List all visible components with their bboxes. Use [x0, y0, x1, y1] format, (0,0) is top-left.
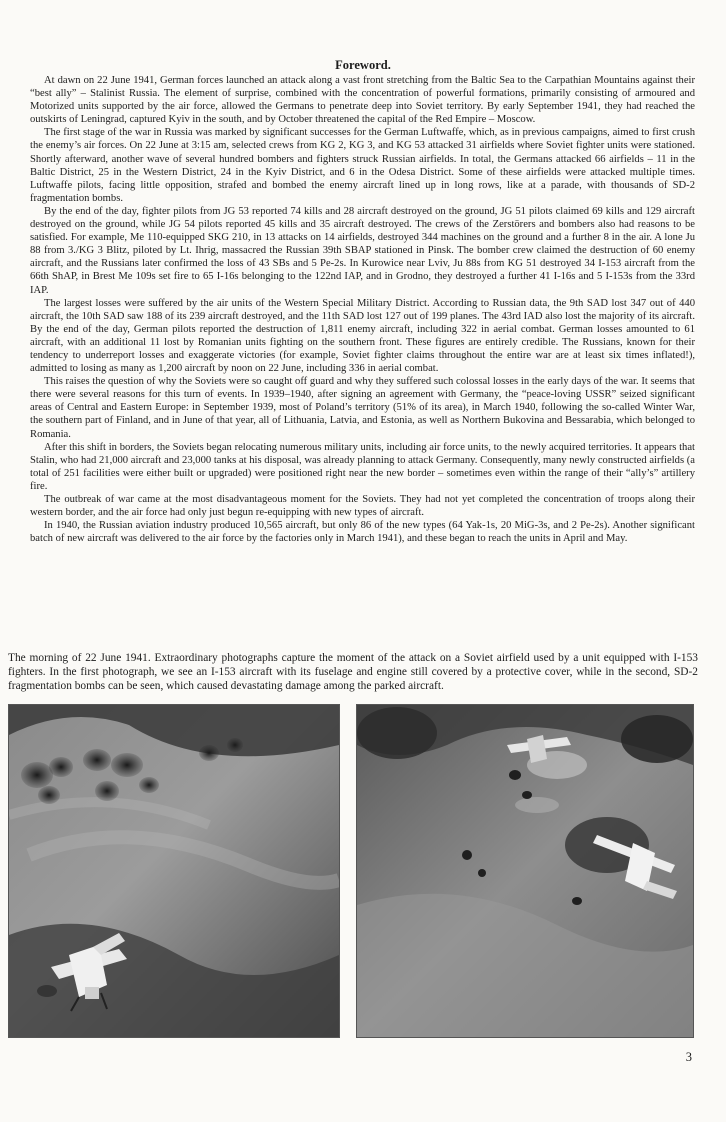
paragraph-6: After this shift in borders, the Soviets began relocating numerous military units, including air force units, to the newly acquired territories. It appears that Stalin, who had 21,000 aircraft and 23,000 tanks at his disposal, was already planning to attack Germany. Consequently, many newly constructed airfields (a total of 251 facilities were either built or upgraded) were positioned right near the new border – sometimes even within the range of their “ally’s” artillery fire. [30, 441, 695, 492]
page-number: 3 [685, 1050, 692, 1064]
paragraph-4: The largest losses were suffered by the air units of the Western Special Military District. According to Russian data, the 9th SAD lost 347 out of 440 aircraft, the 10th SAD saw 188 of its 239 aircraft destroyed, and the 11th SAD lost 127 out of 199 planes. The 43rd IAD also lost the majority of its aircraft. By the end of the day, German pilots reported the destruction of 1,811 enemy aircraft, including 322 in aerial combat. German losses amounted to 61 aircraft, with an additional 11 lost by Romanian units fighting on the southern front. These figures are entirely credible. The Russians, known for their tendency to underreport losses and exaggerate victories (for example, Soviet fighter claims throughout the entire war are at least six times inflated!), admitted to losing as many as 1,200 aircraft by noon on 22 June, including 336 in aerial combat. [30, 297, 695, 375]
foreword-title: Foreword. [335, 58, 391, 72]
paragraph-7: The outbreak of war came at the most disadvantageous moment for the Soviets. They had not yet completed the concentration of troops along their western border, and the air force had only just begun re-equipping with new types of aircraft. [30, 494, 695, 519]
paragraph-8: In 1940, the Russian aviation industry produced 10,565 aircraft, but only 86 of the new types (64 Yak-1s, 20 MiG-3s, and 2 Pe-2s). Another significant batch of new aircraft was delivered to the air force by the factories only in March 1941), and these began to reach the units in April and May. [30, 520, 695, 545]
airfield-photo-2-image [357, 705, 693, 1037]
paragraph-3: By the end of the day, fighter pilots from JG 53 reported 74 kills and 28 aircraft destroyed on the ground, JG 51 pilots claimed 69 kills and 129 aircraft destroyed on the ground, while JG 54 pilots reported 45 kills and 35 aircraft destroyed. The crews of the Zerstörers and bombers also had reasons to be satisfied. For example, Me 110-equipped SKG 210, in 13 attacks on 14 airfields, destroyed 344 machines on the ground and a further 8 in the air. A lone Ju 88 from 3./KG 3 Blitz, piloted by Lt. Ihrig, massacred the Russian 39th SBAP stationed in Pinsk. The bomber crew claimed the destruction of 60 enemy aircraft, and the Russians later confirmed the loss of 43 SBs and 5 Pe-2s. In Kurowice near Lviv, Ju 88s from KG 51 destroyed 34 I-153 aircraft from the 66th ShAP, in Brest Me 109s set fire to 65 I-16s belonging to the 122nd IAP, and in Grodno, they destroyed a further 41 I-16s and 5 I-153s from the 33rd IAP. [30, 205, 695, 296]
airfield-photo-2 [356, 704, 694, 1038]
airfield-photo-1-image [9, 705, 339, 1037]
photo-caption: The morning of 22 June 1941. Extraordinary photographs capture the moment of the attack on a Soviet airfield used by a unit equipped with I-153 fighters. In the first photograph, we see an I-153 aircraft with its fuselage and engine still covered by a protective cover, while in the second, SD-2 fragmentation bombs can be seen, which caused devastating damage among the parked aircraft. [8, 652, 698, 693]
paragraph-2: The first stage of the war in Russia was marked by significant successes for the German Luftwaffe, which, as in previous campaigns, aimed to first crush the enemy’s air forces. On 22 June at 3:15 am, selected crews from KG 2, KG 3, and KG 53 attacked 31 airfields where Soviet fighter units were stationed. Shortly afterward, another wave of several hundred bombers and fighters struck Russian airfields. In total, the Germans attacked 66 airfields – 11 in the Baltic District, 25 in the Western District, 24 in the Kyiv District, and 6 in the Odesa District. Some of these airfields were attacked multiple times. Luftwaffe pilots, facing little opposition, strafed and bombed the enemy aircraft lined up in long rows, like at a parade, with thousands of SD-2 fragmentation bombs. [30, 127, 695, 204]
foreword-body [30, 74, 695, 545]
paragraph-1: At dawn on 22 June 1941, German forces launched an attack along a vast front stretching from the Baltic Sea to the Carpathian Mountains against their “best ally” – Stalinist Russia. The element of surprise, combined with the concentration of powerful formations, primarily consisting of armoured and Motorized units supported by the air force, allowed the Germans to penetrate deep into Soviet territory. By early September 1941, they had reached the outskirts of Leningrad, captured Kyiv in the south, and by October threatened the capital of the Red Empire – Moscow. [30, 75, 695, 126]
airfield-photo-1 [8, 704, 340, 1038]
paragraph-5: This raises the question of why the Soviets were so caught off guard and why they suffered such colossal losses in the early days of the war. It seems that there were several reasons for this turn of events. In 1939–1940, after signing an agreement with Germany, the “peace-loving USSR” seized significant areas of Central and Eastern Europe: in September 1939, most of Poland’s territory (51% of its area), in March 1940, following the so-called Winter War, the southern part of Finland, and in June of that year, all of Lithuania, Latvia, and Estonia, as well as Northern Bukovina and Bessarabia, which belonged to Romania. [30, 376, 695, 440]
